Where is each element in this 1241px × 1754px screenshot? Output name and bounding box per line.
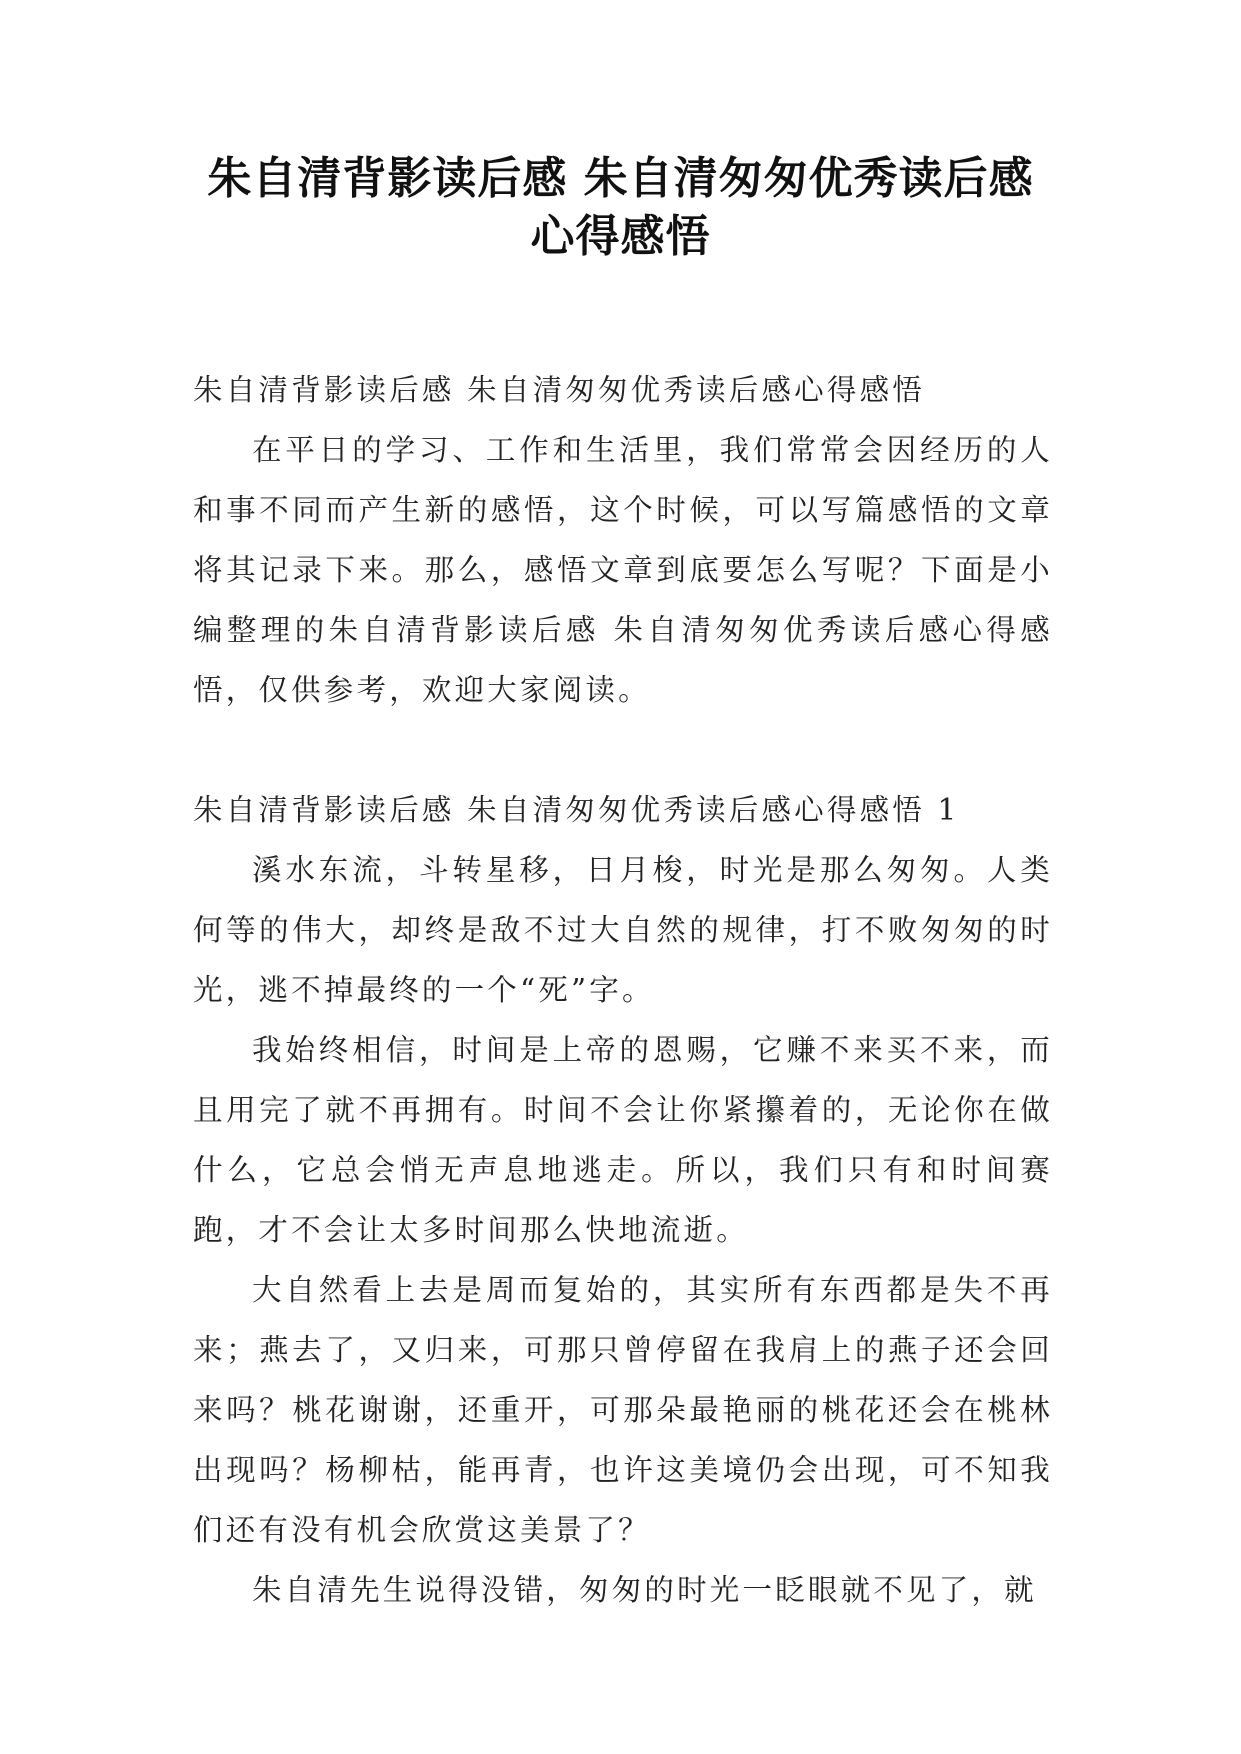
document-title — [150, 150, 1091, 266]
document-body — [193, 360, 1053, 1620]
body-paragraph: 溪水东流，斗转星移，日月梭，时光是那么匆匆。人类何等的伟大，却终是敌不过大自然的规律，打不败匆匆的时光，逃不掉最终的一个“死”字。 — [193, 853, 1053, 1007]
title-line-1: 朱自清背影读后感 朱自清匆匆优秀读后感 — [207, 153, 1034, 204]
body-paragraph: 我始终相信，时间是上帝的恩赐，它赚不来买不来，而且用完了就不再拥有。时间不会让你紧攥着的，无论你在做什么，它总会悄无声息地逃走。所以，我们只有和时间赛跑，才不会让太多时间那么快地流逝。 — [193, 1033, 1053, 1247]
body-paragraph: 大自然看上去是周而复始的，其实所有东西都是失不再来；燕去了，又归来，可那只曾停留在我肩上的燕子还会回来吗？桃花谢谢，还重开，可那朵最艳丽的桃花还会在桃林出现吗？杨柳枯，能再青，也许这美境仍会出现，可不知我们还有没有机会欣赏这美景了？ — [193, 1273, 1053, 1547]
title-line-2: 心得感悟 — [530, 211, 711, 262]
body-paragraph: 朱自清先生说得没错，匆匆的时光一眨眼就不见了，就 — [252, 1573, 1037, 1607]
intro-paragraph: 在平日的学习、工作和生活里，我们常常会因经历的人和事不同而产生新的感悟，这个时候，可以写篇感悟的文章将其记录下来。那么，感悟文章到底要怎么写呢？下面是小编整理的朱自清背影读后感 朱自清匆匆优秀读后感心得感悟，仅供参考，欢迎大家阅读。 — [193, 433, 1053, 707]
subtitle: 朱自清背影读后感 朱自清匆匆优秀读后感心得感悟 — [193, 373, 925, 407]
section-heading: 朱自清背影读后感 朱自清匆匆优秀读后感心得感悟 1 — [193, 793, 960, 827]
